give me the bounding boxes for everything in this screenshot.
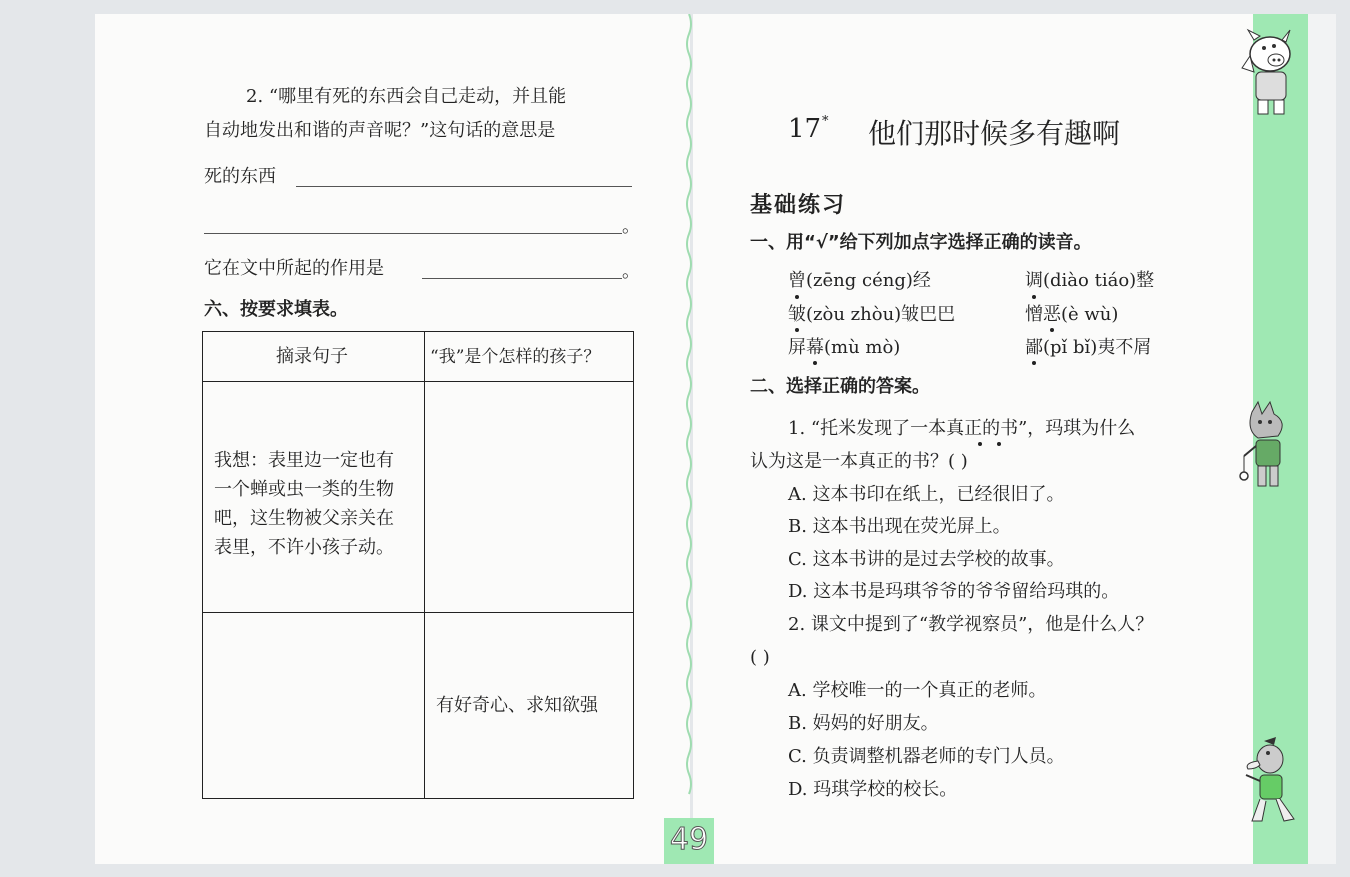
section6-heading: 六、按要求填表。 xyxy=(204,299,348,320)
emphasis-dot xyxy=(813,361,817,365)
table-cell-excerpt-1 xyxy=(214,446,419,562)
q2-option-b: B. 妈妈的好朋友。 xyxy=(788,713,939,734)
page-edge xyxy=(1308,14,1336,864)
part2-q2-line1: 2. 课文中提到了“教学视察员”，他是什么人？ xyxy=(788,614,1154,635)
emphasis-dot xyxy=(1032,295,1036,299)
emphasis-dot xyxy=(795,295,799,299)
table-column-divider xyxy=(424,331,425,799)
pinyin-item-3: 皱(zòu zhòu)皱巴巴 xyxy=(788,304,956,325)
answer-line-2[interactable] xyxy=(204,233,622,234)
q1-option-d: D. 这本书是玛琪爷爷的爷爷留给玛琪的。 xyxy=(788,581,1120,602)
duck-cartoon-icon xyxy=(1236,735,1300,830)
table-border-bottom xyxy=(202,798,634,799)
left-q2-line1: 2. “哪里有死的东西会自己走动，并且能 xyxy=(246,86,567,107)
pinyin-item-1: 曾(zēng céng)经 xyxy=(788,270,931,291)
table-cell-character-2: 有好奇心、求知欲强 xyxy=(436,695,598,716)
table-header-divider xyxy=(202,381,634,382)
lesson-star: * xyxy=(822,114,829,129)
emphasis-dot xyxy=(997,442,1001,446)
table-border-right xyxy=(633,331,634,799)
left-q2-line2: 自动地发出和谐的声音呢？”这句话的意思是 xyxy=(204,120,556,141)
table-border-left xyxy=(202,331,203,799)
q2-option-c: C. 负责调整机器老师的专门人员。 xyxy=(788,746,1065,767)
part1-heading: 一、用“√”给下列加点字选择正确的读音。 xyxy=(750,232,1092,253)
cell-line: 我想：表里边一定也有 xyxy=(214,450,394,471)
left-q2-line5-prefix: 它在文中所起的作用是 xyxy=(204,258,384,279)
binding-line xyxy=(682,14,696,804)
cell-line: 吧，这生物被父亲关在 xyxy=(214,508,394,529)
emphasis-dot xyxy=(1032,361,1036,365)
answer-line-1[interactable] xyxy=(296,186,632,187)
table-header-character: “我”是个怎样的孩子？ xyxy=(430,347,601,367)
table-row-divider xyxy=(202,612,634,613)
pig-cartoon-icon xyxy=(1232,28,1304,118)
part2-q1-line2: 认为这是一本真正的书？( ) xyxy=(750,451,968,472)
pinyin-item-5: 屏幕(mù mò) xyxy=(788,337,901,358)
emphasis-dot xyxy=(978,442,982,446)
cell-line: 表里，不许小孩子动。 xyxy=(214,537,394,558)
section-basic-heading: 基础练习 xyxy=(750,193,847,218)
emphasis-dot xyxy=(1050,328,1054,332)
left-q2-line3-prefix: 死的东西 xyxy=(204,166,276,187)
part2-q2-line2: ( ) xyxy=(750,647,770,668)
part2-q1-line1: 1. “托米发现了一本真正的书”，玛琪为什么 xyxy=(788,418,1136,439)
pinyin-item-2: 调(diào tiáo)整 xyxy=(1025,270,1155,291)
q2-option-a: A. 学校唯一的一个真正的老师。 xyxy=(788,680,1047,701)
table-header-excerpt: 摘录句子 xyxy=(276,346,348,367)
wolf-cartoon-icon xyxy=(1234,400,1298,495)
page-number: 49 xyxy=(669,822,709,857)
lesson-number: 17 xyxy=(788,114,822,144)
emphasis-dot xyxy=(795,328,799,332)
q1-option-c: C. 这本书讲的是过去学校的故事。 xyxy=(788,549,1065,570)
table-border-top xyxy=(202,331,634,332)
pinyin-item-6: 鄙(pǐ bǐ)夷不屑 xyxy=(1025,337,1152,358)
pinyin-item-4: 憎恶(è wù) xyxy=(1025,304,1119,325)
period-1: 。 xyxy=(622,216,640,237)
period-2: 。 xyxy=(622,261,640,282)
q1-option-a: A. 这本书印在纸上，已经很旧了。 xyxy=(788,484,1065,505)
cell-line: 一个蝉或虫一类的生物 xyxy=(214,479,394,500)
answer-line-3[interactable] xyxy=(422,278,622,279)
part2-heading: 二、选择正确的答案。 xyxy=(750,376,930,397)
lesson-title: 他们那时候多有趣啊 xyxy=(868,117,1121,150)
q2-option-d: D. 玛琪学校的校长。 xyxy=(788,779,958,800)
q1-option-b: B. 这本书出现在荧光屏上。 xyxy=(788,516,1011,537)
